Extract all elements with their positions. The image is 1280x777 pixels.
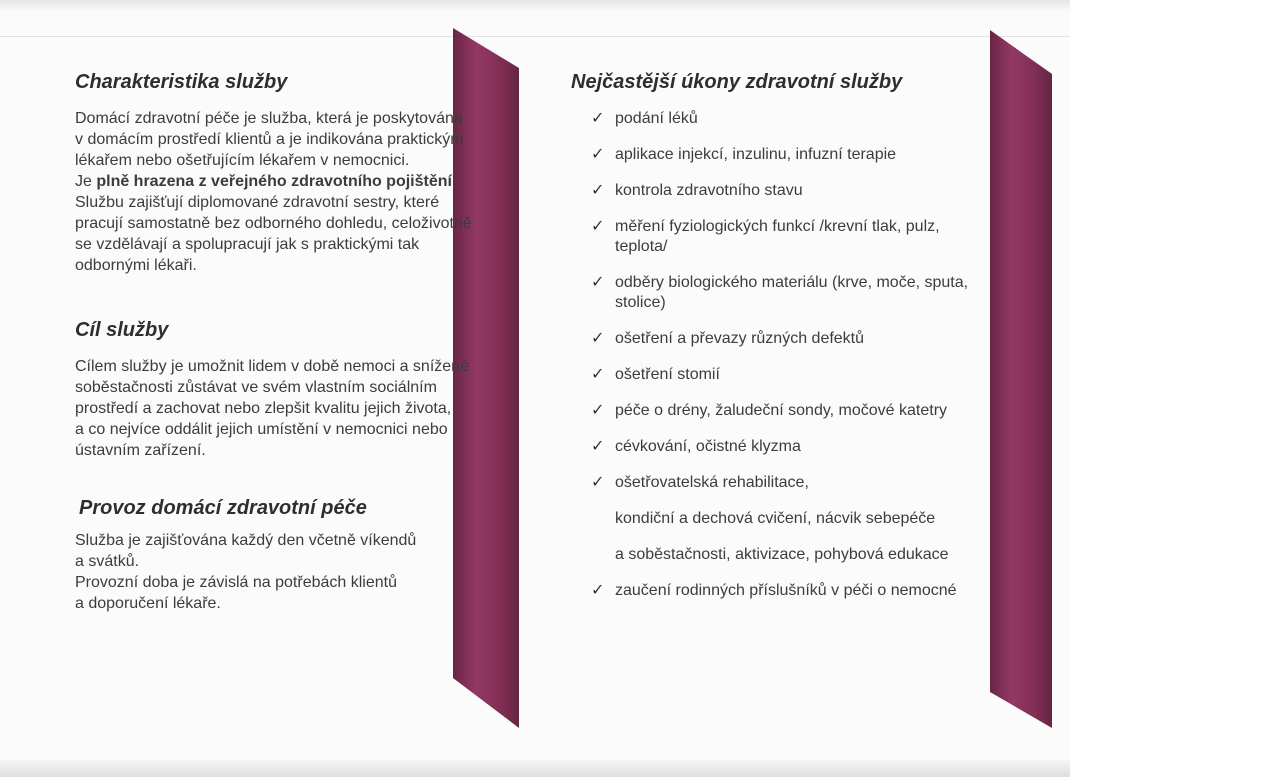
- item-text: odběry biologického materiálu (krve, moče, sputa,: [615, 274, 969, 291]
- text-line: lékařem nebo ošetřujícím lékařem v nemocnici.: [75, 152, 410, 169]
- list-item: [571, 145, 1011, 165]
- item-text: péče o drény, žaludeční sondy, močové katetry: [615, 402, 948, 419]
- text-line: .: [451, 173, 457, 190]
- page-top-edge: [0, 0, 1070, 12]
- item-text: kontrola zdravotního stavu: [615, 182, 803, 199]
- insurance-highlight: plně hrazena z veřejného zdravotního pojištění: [96, 173, 452, 190]
- page-bottom-edge: [0, 760, 1070, 777]
- check-icon: ✓: [591, 218, 605, 235]
- section-title-operation: Provoz domácí zdravotní péče: [79, 497, 367, 519]
- item-text: ošetřovatelská rehabilitace,: [615, 474, 809, 491]
- check-icon: ✓: [591, 330, 605, 347]
- text-line: Domácí zdravotní péče je služba, která je poskytována: [75, 110, 463, 127]
- procedures-list-end: [571, 581, 1011, 601]
- text-line: v domácím prostředí klientů a je indikována praktickým: [75, 131, 464, 148]
- item-text: ošetření a převazy různých defektů: [615, 330, 865, 347]
- right-margin: [1070, 0, 1280, 777]
- list-item: [571, 473, 1011, 493]
- text-line: a co nejvíce oddálit jejich umístění v nemocnici nebo: [75, 421, 448, 438]
- text-line: Službu zajišťují diplomované zdravotní sestry, které: [75, 194, 440, 211]
- item-text: teplota/: [615, 238, 668, 255]
- check-icon: ✓: [591, 182, 605, 199]
- item-text: ošetření stomií: [615, 366, 720, 383]
- list-item: [571, 217, 1011, 257]
- text-line: Provozní doba je závislá na potřebách klientů: [75, 574, 397, 591]
- check-icon: ✓: [591, 366, 605, 383]
- text-line: Služba je zajišťována každý den včetně víkendů: [75, 532, 417, 549]
- check-icon: ✓: [591, 274, 605, 291]
- text-line: ústavním zařízení.: [75, 442, 206, 459]
- list-item: [571, 181, 1011, 201]
- check-icon: ✓: [591, 110, 605, 127]
- text-line: Cílem služby je umožnit lidem v době nemoci a snížené: [75, 358, 469, 375]
- list-item: [571, 329, 1011, 349]
- check-icon: ✓: [591, 146, 605, 163]
- item-text: stolice): [615, 294, 666, 311]
- operation-text: [75, 530, 535, 614]
- section-title-goal: Cíl služby: [75, 319, 169, 341]
- text-line: Je: [75, 173, 97, 190]
- text-line: a doporučení lékaře.: [75, 595, 221, 612]
- item-text: aplikace injekcí, inzulinu, infuzní terapie: [615, 146, 897, 163]
- text-line: a svátků.: [75, 553, 140, 570]
- section-title-procedures: Nejčastější úkony zdravotní služby: [571, 71, 903, 93]
- item-text: cévkování, očistné klyzma: [615, 438, 801, 455]
- text-line: prostředí a zachovat nebo zlepšit kvalitu jejich života,: [75, 400, 452, 417]
- list-item: [571, 437, 1011, 457]
- text-line: se vzdělávají a spolupracují jak s praktickými tak: [75, 236, 420, 253]
- text-line: odbornými lékaři.: [75, 257, 197, 274]
- check-icon: ✓: [591, 474, 605, 491]
- check-icon: ✓: [591, 402, 605, 419]
- rehab-detail-line1: kondiční a dechová cvičení, nácvik sebepéče: [615, 510, 936, 527]
- procedures-list: [571, 109, 1011, 493]
- list-item: [571, 273, 1011, 313]
- list-item: [571, 581, 1011, 601]
- list-item: [571, 109, 1011, 129]
- check-icon: ✓: [591, 438, 605, 455]
- text-line: pracují samostatně bez odborného dohledu, celoživotně: [75, 215, 472, 232]
- item-text: měření fyziologických funkcí /krevní tlak, pulz,: [615, 218, 940, 235]
- top-divider: [0, 36, 1070, 37]
- list-item: [571, 401, 1011, 421]
- section-title-characteristics: Charakteristika služby: [75, 71, 288, 93]
- text-line: soběstačnosti zůstávat ve svém vlastním sociálním: [75, 379, 437, 396]
- characteristics-text: [75, 108, 535, 276]
- goal-text: [75, 356, 535, 461]
- check-icon: ✓: [591, 582, 605, 599]
- rehab-detail-line2: a soběstačnosti, aktivizace, pohybová edukace: [615, 546, 949, 563]
- left-column: [75, 71, 535, 614]
- list-item: [571, 365, 1011, 385]
- item-text: podání léků: [615, 110, 698, 127]
- item-text: zaučení rodinných příslušníků v péči o nemocné: [615, 582, 957, 599]
- right-column: [571, 71, 1011, 601]
